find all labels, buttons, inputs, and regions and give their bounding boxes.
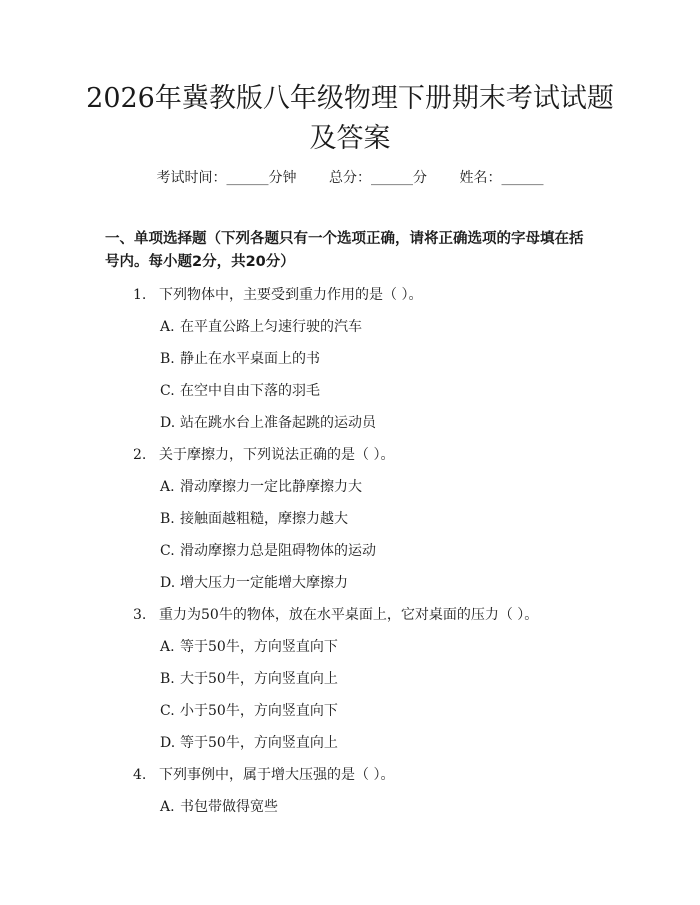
option-3a	[160, 637, 338, 657]
question-2	[133, 445, 394, 465]
option-letter: B.	[160, 351, 175, 367]
option-letter: D.	[160, 735, 176, 751]
option-text: 大于50牛，方向竖直向上	[180, 671, 338, 687]
option-text: 小于50牛，方向竖直向下	[180, 703, 338, 719]
exam-time-field: 考试时间：______分钟	[156, 170, 297, 186]
option-1b	[160, 349, 320, 369]
student-name-field: 姓名：______	[459, 170, 544, 186]
option-letter: D.	[160, 415, 176, 431]
page-title-continued: 及答案	[309, 123, 391, 154]
option-3d	[160, 733, 338, 753]
option-1d	[160, 413, 376, 433]
option-3b	[160, 669, 338, 689]
option-text: 滑动摩擦力总是阻碍物体的运动	[180, 543, 376, 559]
option-4a	[160, 797, 278, 817]
question-text: 下列事例中，属于增大压强的是（ ）。	[159, 767, 395, 783]
question-text: 关于摩擦力，下列说法正确的是（ ）。	[159, 447, 395, 463]
option-3c	[160, 701, 338, 721]
question-number: 1.	[133, 287, 147, 303]
option-letter: A.	[160, 319, 175, 335]
question-1	[133, 285, 422, 305]
option-letter: B.	[160, 511, 175, 527]
option-text: 接触面越粗糙，摩擦力越大	[180, 511, 348, 527]
option-text: 在空中自由下落的羽毛	[180, 383, 320, 399]
option-2b	[160, 509, 348, 529]
option-2c	[160, 541, 376, 561]
option-text: 增大压力一定能增大摩擦力	[180, 575, 348, 591]
option-2d	[160, 573, 348, 593]
option-text: 在平直公路上匀速行驶的汽车	[180, 319, 362, 335]
question-text: 重力为50牛的物体，放在水平桌面上，它对桌面的压力（ ）。	[159, 607, 539, 623]
total-score-field: 总分：______分	[329, 170, 427, 186]
option-letter: A.	[160, 799, 175, 815]
option-letter: B.	[160, 671, 175, 687]
option-letter: A.	[160, 639, 175, 655]
option-1c	[160, 381, 320, 401]
question-3	[133, 605, 538, 625]
question-number: 4.	[133, 767, 147, 783]
option-text: 等于50牛，方向竖直向下	[180, 639, 338, 655]
option-letter: C.	[160, 383, 175, 399]
question-number: 2.	[133, 447, 147, 463]
option-letter: A.	[160, 479, 175, 495]
question-4	[133, 765, 394, 785]
option-letter: C.	[160, 543, 175, 559]
option-text: 滑动摩擦力一定比静摩擦力大	[180, 479, 362, 495]
page-title: 2026年冀教版八年级物理下册期末考试试题	[86, 83, 614, 114]
section-heading-single-choice: 一、单项选择题（下列各题只有一个选项正确，请将正确选项的字母填在括号内。每小题2分，共20分）	[105, 231, 584, 270]
question-text: 下列物体中，主要受到重力作用的是（ ）。	[159, 287, 423, 303]
option-1a	[160, 317, 362, 337]
option-2a	[160, 477, 362, 497]
option-text: 等于50牛，方向竖直向上	[180, 735, 338, 751]
option-letter: C.	[160, 703, 175, 719]
option-letter: D.	[160, 575, 176, 591]
option-text: 静止在水平桌面上的书	[180, 351, 320, 367]
option-text: 书包带做得宽些	[180, 799, 278, 815]
option-text: 站在跳水台上准备起跳的运动员	[180, 415, 376, 431]
question-number: 3.	[133, 607, 147, 623]
exam-info-line	[0, 168, 700, 188]
